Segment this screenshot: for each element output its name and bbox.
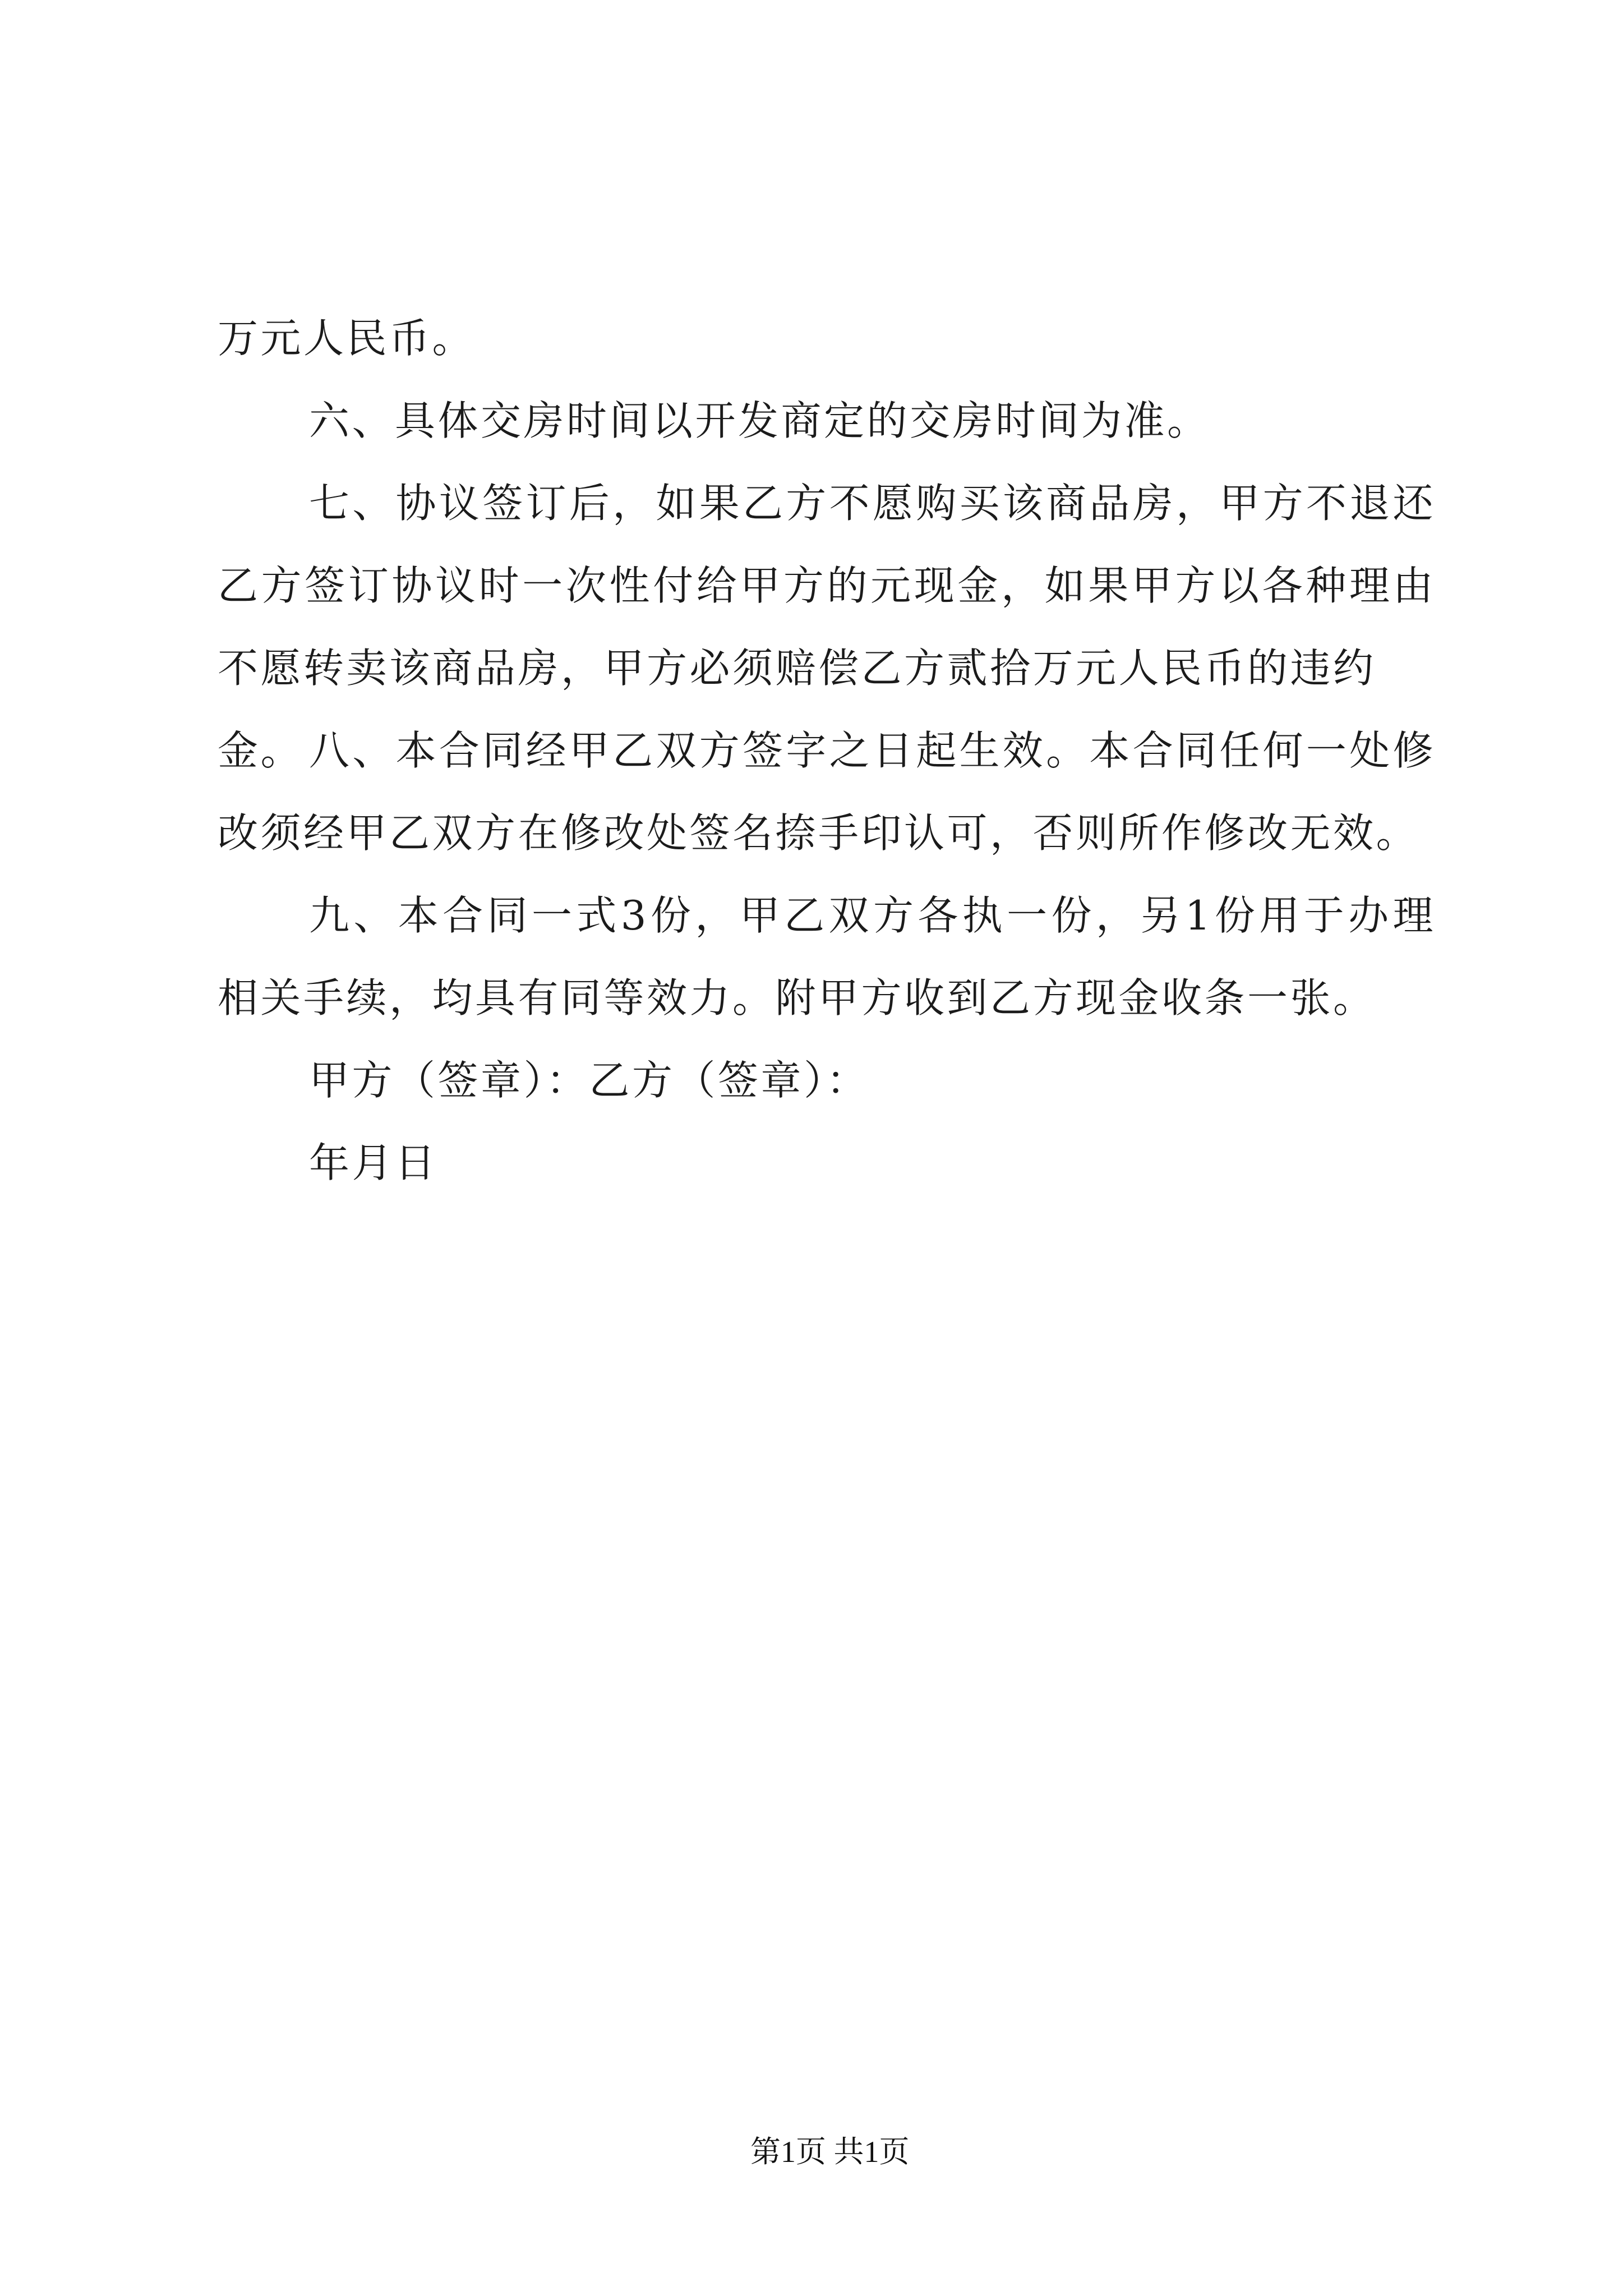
contract-body <box>218 297 1436 1204</box>
contract-clause-six: 六、具体交房时间以开发商定的交房时间为准。 <box>309 397 1210 444</box>
contract-clause-nine: 九、本合同一式3份，甲乙双方各执一份，另1份用于办理 <box>309 892 1436 939</box>
contract-clause-seven: 七、协议签订后，如果乙方不愿购买该商品房，甲方不退还 <box>309 480 1436 527</box>
contract-line: 改须经甲乙双方在修改处签名捺手印认可，否则所作修改无效。 <box>218 809 1419 857</box>
contract-line: 万元人民币。 <box>218 315 476 362</box>
contract-line: 不愿转卖该商品房，甲方必须赔偿乙方贰拾万元人民币的违约金。 <box>218 645 1376 774</box>
date-line: 年月日 <box>309 1139 438 1186</box>
signature-line: 甲方（签章）：乙方（签章）： <box>309 1057 870 1104</box>
contract-line: 乙方签订协议时一次性付给甲方的元现金，如果甲方以各种理由 <box>218 562 1436 609</box>
contract-line: 相关手续，均具有同等效力。附甲方收到乙方现金收条一张。 <box>218 974 1376 1022</box>
contract-clause-eight: 八、本合同经甲乙双方签字之日起生效。本合同任何一处修 <box>309 727 1436 774</box>
page-footer: 第1页 共1页 <box>750 2135 910 2169</box>
